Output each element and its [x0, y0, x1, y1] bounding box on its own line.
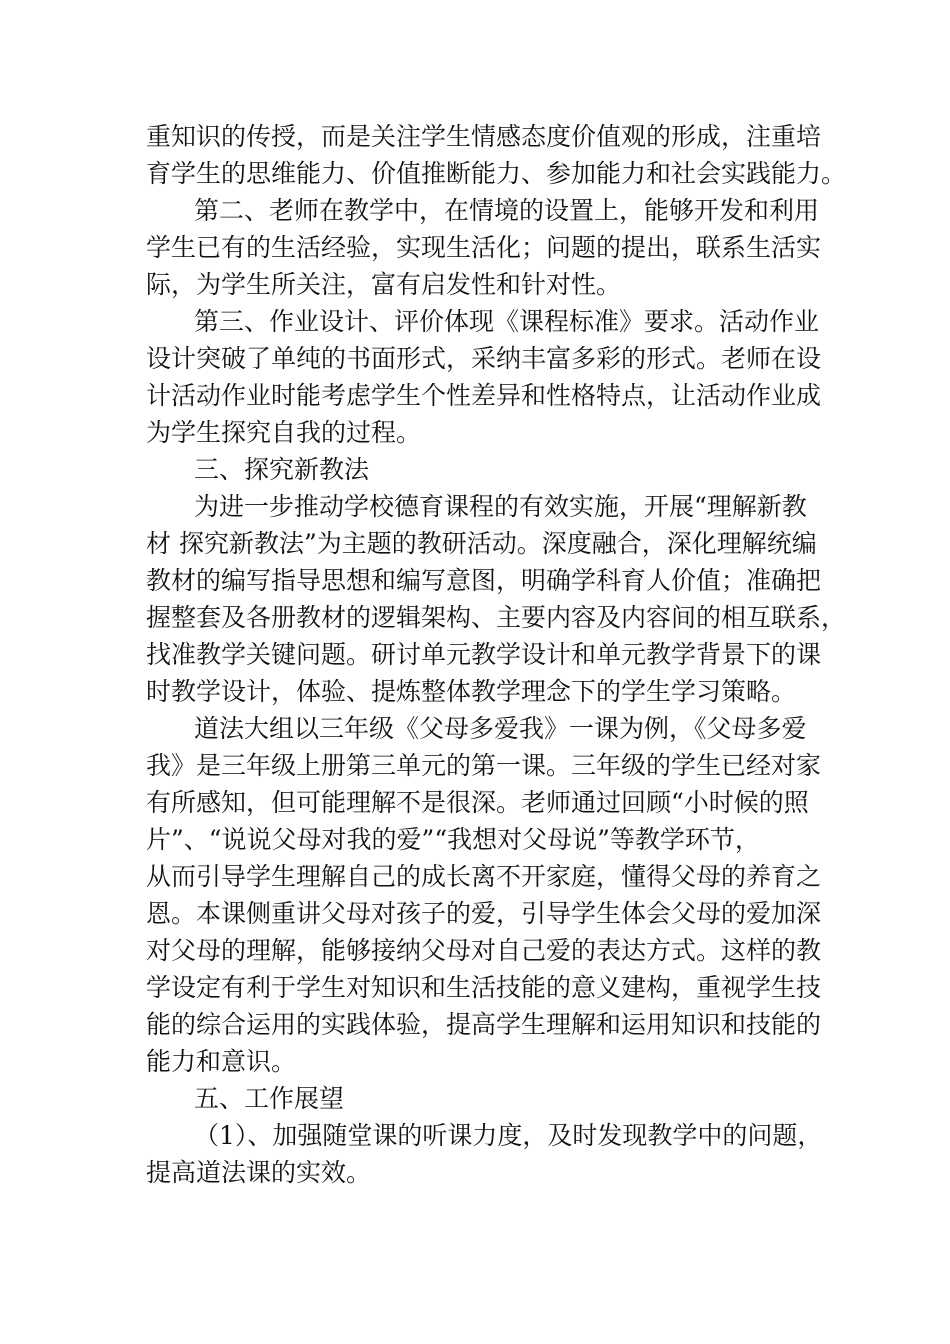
paragraph-line: 找准教学关键问题。研讨单元教学设计和单元教学背景下的课: [146, 640, 822, 669]
paragraph-line: 为学生探究自我的过程。: [146, 418, 422, 447]
paragraph-line: 学设定有利于学生对知识和生活技能的意义建构，重视学生技: [146, 973, 822, 1002]
paragraph-line: 材 探究新教法”为主题的教研活动。深度融合，深化理解统编: [146, 529, 817, 558]
paragraph-line: 计活动作业时能考虑学生个性差异和性格特点，让活动作业成: [146, 381, 822, 410]
paragraph-line: 有所感知，但可能理解不是很深。老师通过回顾“小时候的照: [146, 788, 809, 817]
paragraph-line: 片”、“说说父母对我的爱”“我想对父母说”等教学环节，: [146, 825, 760, 854]
section-heading: 五、工作展望: [194, 1084, 345, 1113]
paragraph-line: 重知识的传授，而是关注学生情感态度价值观的形成，注重培: [146, 122, 822, 151]
paragraph-line: 际，为学生所关注，富有启发性和针对性。: [146, 270, 622, 299]
paragraph-line: 第二、老师在教学中，在情境的设置上，能够开发和利用: [194, 196, 820, 225]
paragraph-line: 从而引导学生理解自己的成长离不开家庭，懂得父母的养育之: [146, 862, 822, 891]
paragraph-line: 对父母的理解，能够接纳父母对自己爱的表达方式。这样的教: [146, 936, 822, 965]
paragraph-line: 握整套及各册教材的逻辑架构、主要内容及内容间的相互联系，: [146, 603, 847, 632]
paragraph-line: 教材的编写指导思想和编写意图，明确学科育人价值；准确把: [146, 566, 822, 595]
paragraph-line: 我》是三年级上册第三单元的第一课。三年级的学生已经对家: [146, 751, 822, 780]
paragraph-line: 道法大组以三年级《父母多爱我》一课为例，《父母多爱: [194, 714, 807, 743]
paragraph-line: 育学生的思维能力、价值推断能力、参加能力和社会实践能力。: [146, 159, 847, 188]
paragraph-line: 能的综合运用的实践体验，提高学生理解和运用知识和技能的: [146, 1010, 822, 1039]
paragraph-line: 学生已有的生活经验，实现生活化；问题的提出，联系生活实: [146, 233, 822, 262]
paragraph-line: 设计突破了单纯的书面形式，采纳丰富多彩的形式。老师在设: [146, 344, 822, 373]
paragraph-line: 时教学设计，体验、提炼整体教学理念下的学生学习策略。: [146, 677, 797, 706]
document-body: [146, 118, 847, 1191]
paragraph-line: 提高道法课的实效。: [146, 1158, 372, 1187]
paragraph-line: 第三、作业设计、评价体现《课程标准》要求。活动作业: [194, 307, 820, 336]
paragraph-line: 能力和意识。: [146, 1047, 297, 1076]
paragraph-line: 恩。本课侧重讲父母对孩子的爱，引导学生体会父母的爱加深: [146, 899, 822, 928]
section-heading: 三、探究新教法: [194, 455, 370, 484]
paragraph-line: （1）、加强随堂课的听课力度，及时发现教学中的问题，: [194, 1121, 823, 1150]
paragraph-line: 为进一步推动学校德育课程的有效实施，开展“理解新教: [194, 492, 807, 521]
